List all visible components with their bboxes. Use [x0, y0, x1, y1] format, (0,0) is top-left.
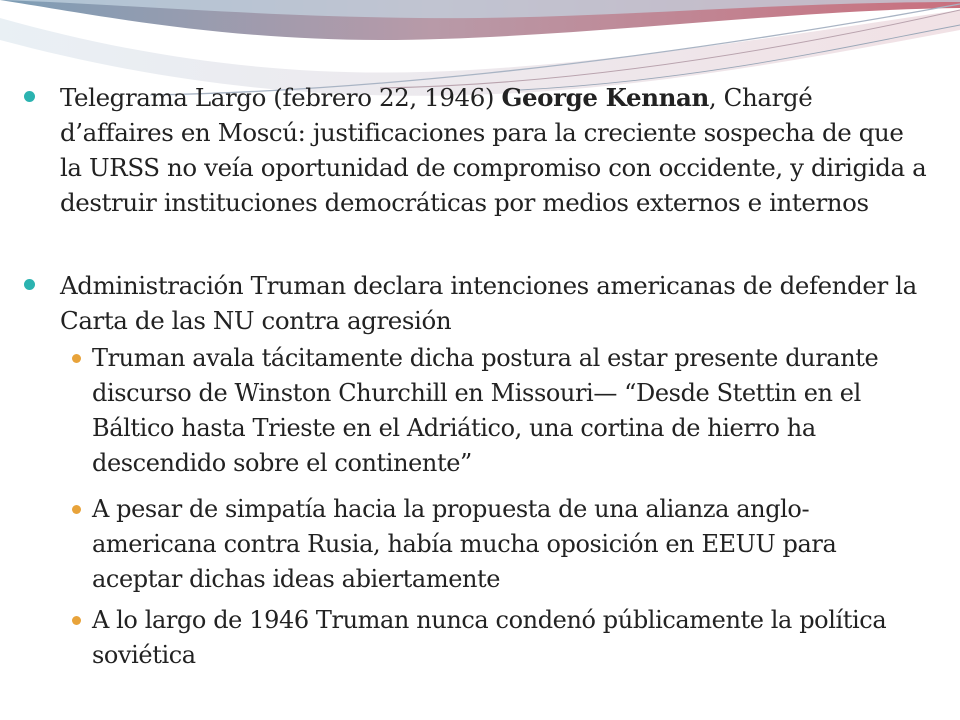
- bullet-dot-orange: [72, 505, 81, 514]
- bullet-item: [60, 80, 930, 220]
- bullet-dot-orange: [72, 354, 81, 363]
- text-run: Telegrama Largo (febrero 22, 1946): [60, 83, 502, 112]
- bullet-item: [60, 268, 930, 338]
- text-run: Administración Truman declara intenciones americanas de defender la Carta de las NU contra agresión: [60, 271, 917, 335]
- bullet-dot-teal: [24, 91, 35, 102]
- text-run: Truman avala tácitamente dicha postura al estar presente durante discurso de Winston Churchill en Missouri— “Desde Stettin en el Báltico hasta Trieste en el Adriático, una cortina de hierro ha descendido sobre el continente”: [92, 344, 879, 477]
- text-run: A pesar de simpatía hacia la propuesta de una alianza anglo-americana contra Rusia, había mucha oposición en EEUU para aceptar dichas ideas abiertamente: [92, 495, 837, 593]
- bullet-dot-orange: [72, 616, 81, 625]
- text-run: , Chargé d’affaires en Moscú: justificaciones para la creciente sospecha de que la URSS no veía oportunidad de compromiso con occidente, y dirigida a destruir instituciones democráticas por medios externos e internos: [60, 83, 927, 217]
- bullet-item: [92, 603, 930, 673]
- bullet-item: [92, 492, 930, 597]
- bold-text-run: George Kennan: [501, 83, 709, 112]
- text-run: A lo largo de 1946 Truman nunca condenó públicamente la política soviética: [92, 606, 887, 669]
- bullet-dot-teal: [24, 279, 35, 290]
- bullet-item: [92, 341, 930, 481]
